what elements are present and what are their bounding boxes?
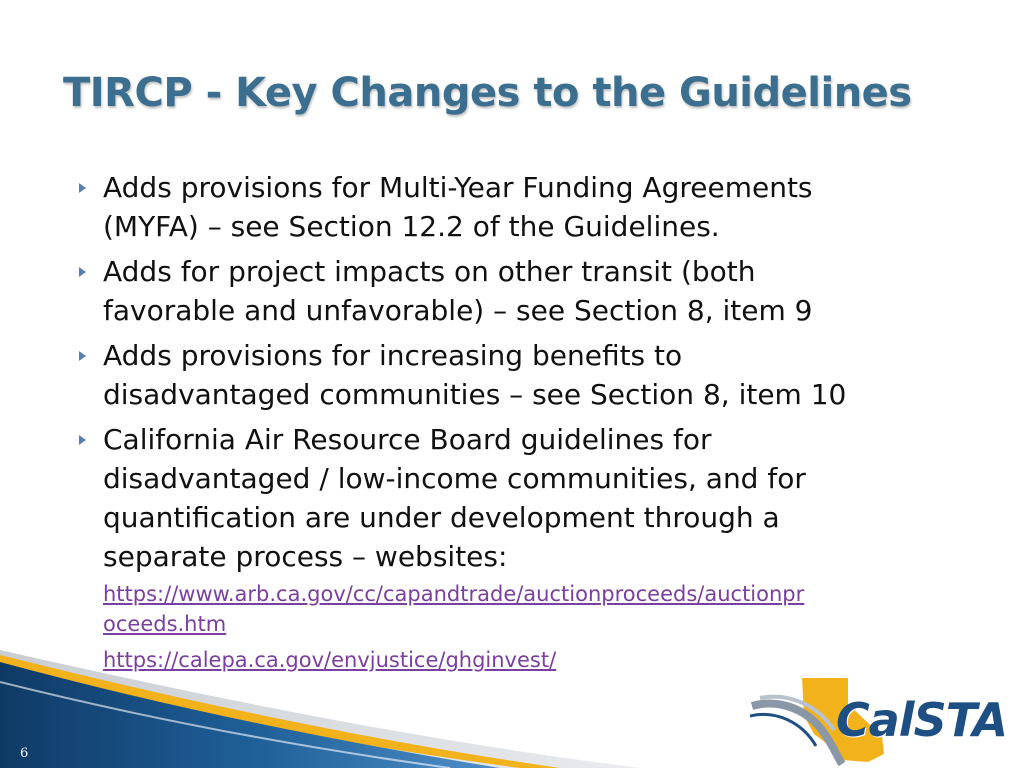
bullet-4-line-2: disadvantaged / low-income communities, and for: [103, 462, 806, 495]
bullet-2-line-1: Adds for project impacts on other transit (both: [103, 255, 756, 288]
slide-title: TIRCP - Key Changes to the Guidelines: [63, 70, 912, 116]
triangle-right-icon: [79, 351, 86, 361]
triangle-right-icon: [79, 267, 86, 277]
bullet-1-line-1: Adds provisions for Multi-Year Funding Agreements: [103, 171, 813, 204]
bullet-4-line-3: quantification are under development through a: [103, 501, 780, 534]
triangle-right-icon: [79, 183, 86, 193]
bullet-2-line-2: favorable and unfavorable) – see Section 8, item 9: [103, 294, 813, 327]
bullet-1-line-2: (MYFA) – see Section 12.2 of the Guidelines.: [103, 210, 720, 243]
calsta-logo-text: CalSTA: [836, 693, 1008, 747]
bullet-4-line-1: California Air Resource Board guidelines for: [103, 423, 712, 456]
slide-number: 6: [20, 746, 29, 761]
bullet-3-line-2: disadvantaged communities – see Section 8, item 10: [103, 378, 847, 411]
bullet-3-line-1: Adds provisions for increasing benefits to: [103, 339, 683, 372]
arb-link-line-2[interactable]: oceeds.htm: [103, 612, 227, 636]
calepa-link[interactable]: https://calepa.ca.gov/envjustice/ghginvest/: [103, 648, 557, 672]
arb-link-line-1[interactable]: https://www.arb.ca.gov/cc/capandtrade/auctionproceeds/auctionpr: [103, 582, 805, 606]
bullet-4-line-4: separate process – websites:: [103, 540, 508, 573]
triangle-right-icon: [79, 435, 86, 445]
